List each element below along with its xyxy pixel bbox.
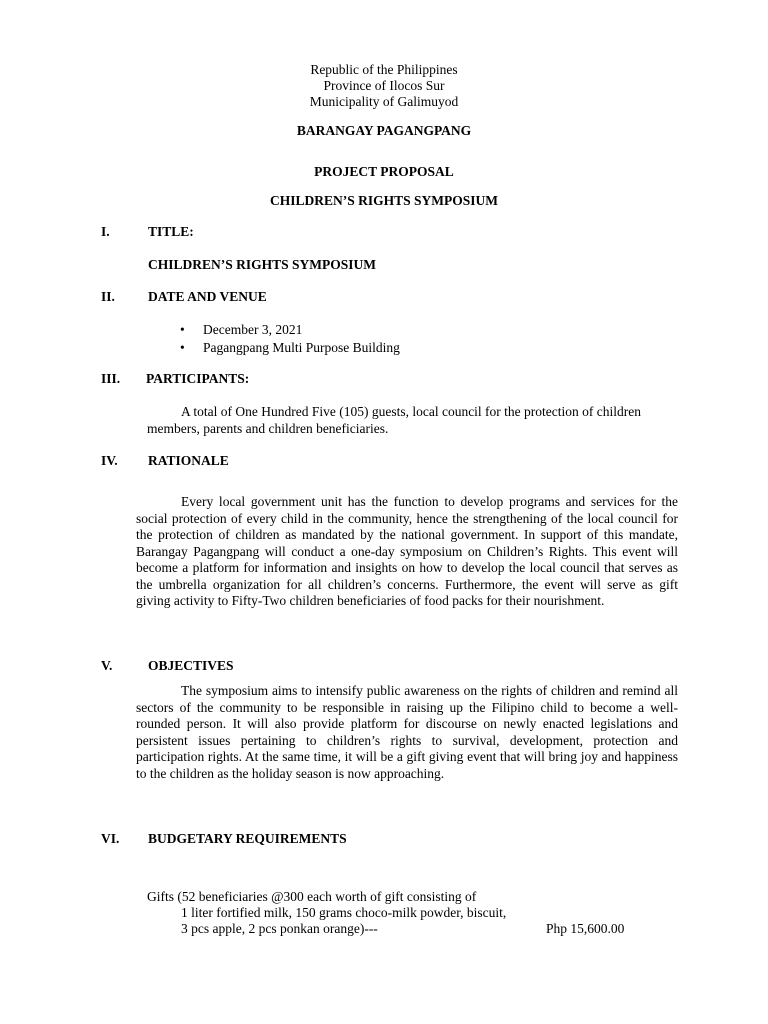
section-objectives-number: V. (101, 658, 113, 673)
rationale-paragraph: Every local government unit has the function to develop programs and services for the social protection of every child in the community, hence the strengthening of the local council for the protection of children as mandated by the national government. In support of this mandate, Barangay Pagangpang will conduct a one-day symposium on Children’s Rights. This event will become a platform for information and insights on how to develop the local council that serves as the umbrella organization for all children’s concerns. Furthermore, the event will serve as gift giving activity to Fifty-Two children beneficiaries of food packs for their nourishment. (136, 494, 678, 608)
header-barangay: BARANGAY PAGANGPANG (296, 123, 472, 138)
header-doc-type: PROJECT PROPOSAL (314, 164, 454, 179)
section-participants-number: III. (101, 371, 121, 386)
section-budget-heading: BUDGETARY REQUIREMENTS (148, 831, 347, 846)
section-title-value: CHILDREN’S RIGHTS SYMPOSIUM (148, 257, 377, 272)
date-bullet: December 3, 2021 (203, 322, 303, 337)
budget-item-line3: 3 pcs apple, 2 pcs ponkan orange)--- (181, 921, 378, 936)
header-doc-title: CHILDREN’S RIGHTS SYMPOSIUM (269, 193, 499, 208)
budget-item-line1: Gifts (52 beneficiaries @300 each worth of gift consisting of (147, 889, 477, 904)
budget-item-line2: 1 liter fortified milk, 150 grams choco-milk powder, biscuit, (181, 905, 507, 920)
header-province: Province of Ilocos Sur (323, 78, 445, 93)
section-budget-number: VI. (101, 831, 120, 846)
section-date-venue-heading: DATE AND VENUE (148, 289, 267, 304)
bullet-icon: • (180, 322, 185, 337)
section-date-venue-number: II. (101, 289, 115, 304)
objectives-paragraph: The symposium aims to intensify public awareness on the rights of children and remind all sectors of the community to be responsible in raising up the Filipino child to become a well-rounded person. It will also provide platform for discourse on newly enacted legislations and persistent issues pertaining to children’s rights to survival, development, protection and participation rights. At the same time, it will be a gift giving event that will bring joy and happiness to the children as the holiday season is now approaching. (136, 683, 678, 781)
section-title-heading: TITLE: (148, 224, 194, 239)
participants-paragraph: A total of One Hundred Five (105) guests, local council for the protection of children members, parents and children beneficiaries. (147, 404, 642, 436)
section-objectives-heading: OBJECTIVES (148, 658, 234, 673)
section-rationale-heading: RATIONALE (148, 453, 229, 468)
section-participants-heading: PARTICIPANTS: (146, 371, 250, 386)
bullet-icon: • (180, 340, 185, 355)
section-title-number: I. (101, 224, 110, 239)
header-municipality: Municipality of Galimuyod (309, 94, 459, 109)
budget-item-amount: Php 15,600.00 (546, 921, 625, 936)
venue-bullet: Pagangpang Multi Purpose Building (203, 340, 400, 355)
header-republic: Republic of the Philippines (310, 62, 458, 77)
section-rationale-number: IV. (101, 453, 118, 468)
